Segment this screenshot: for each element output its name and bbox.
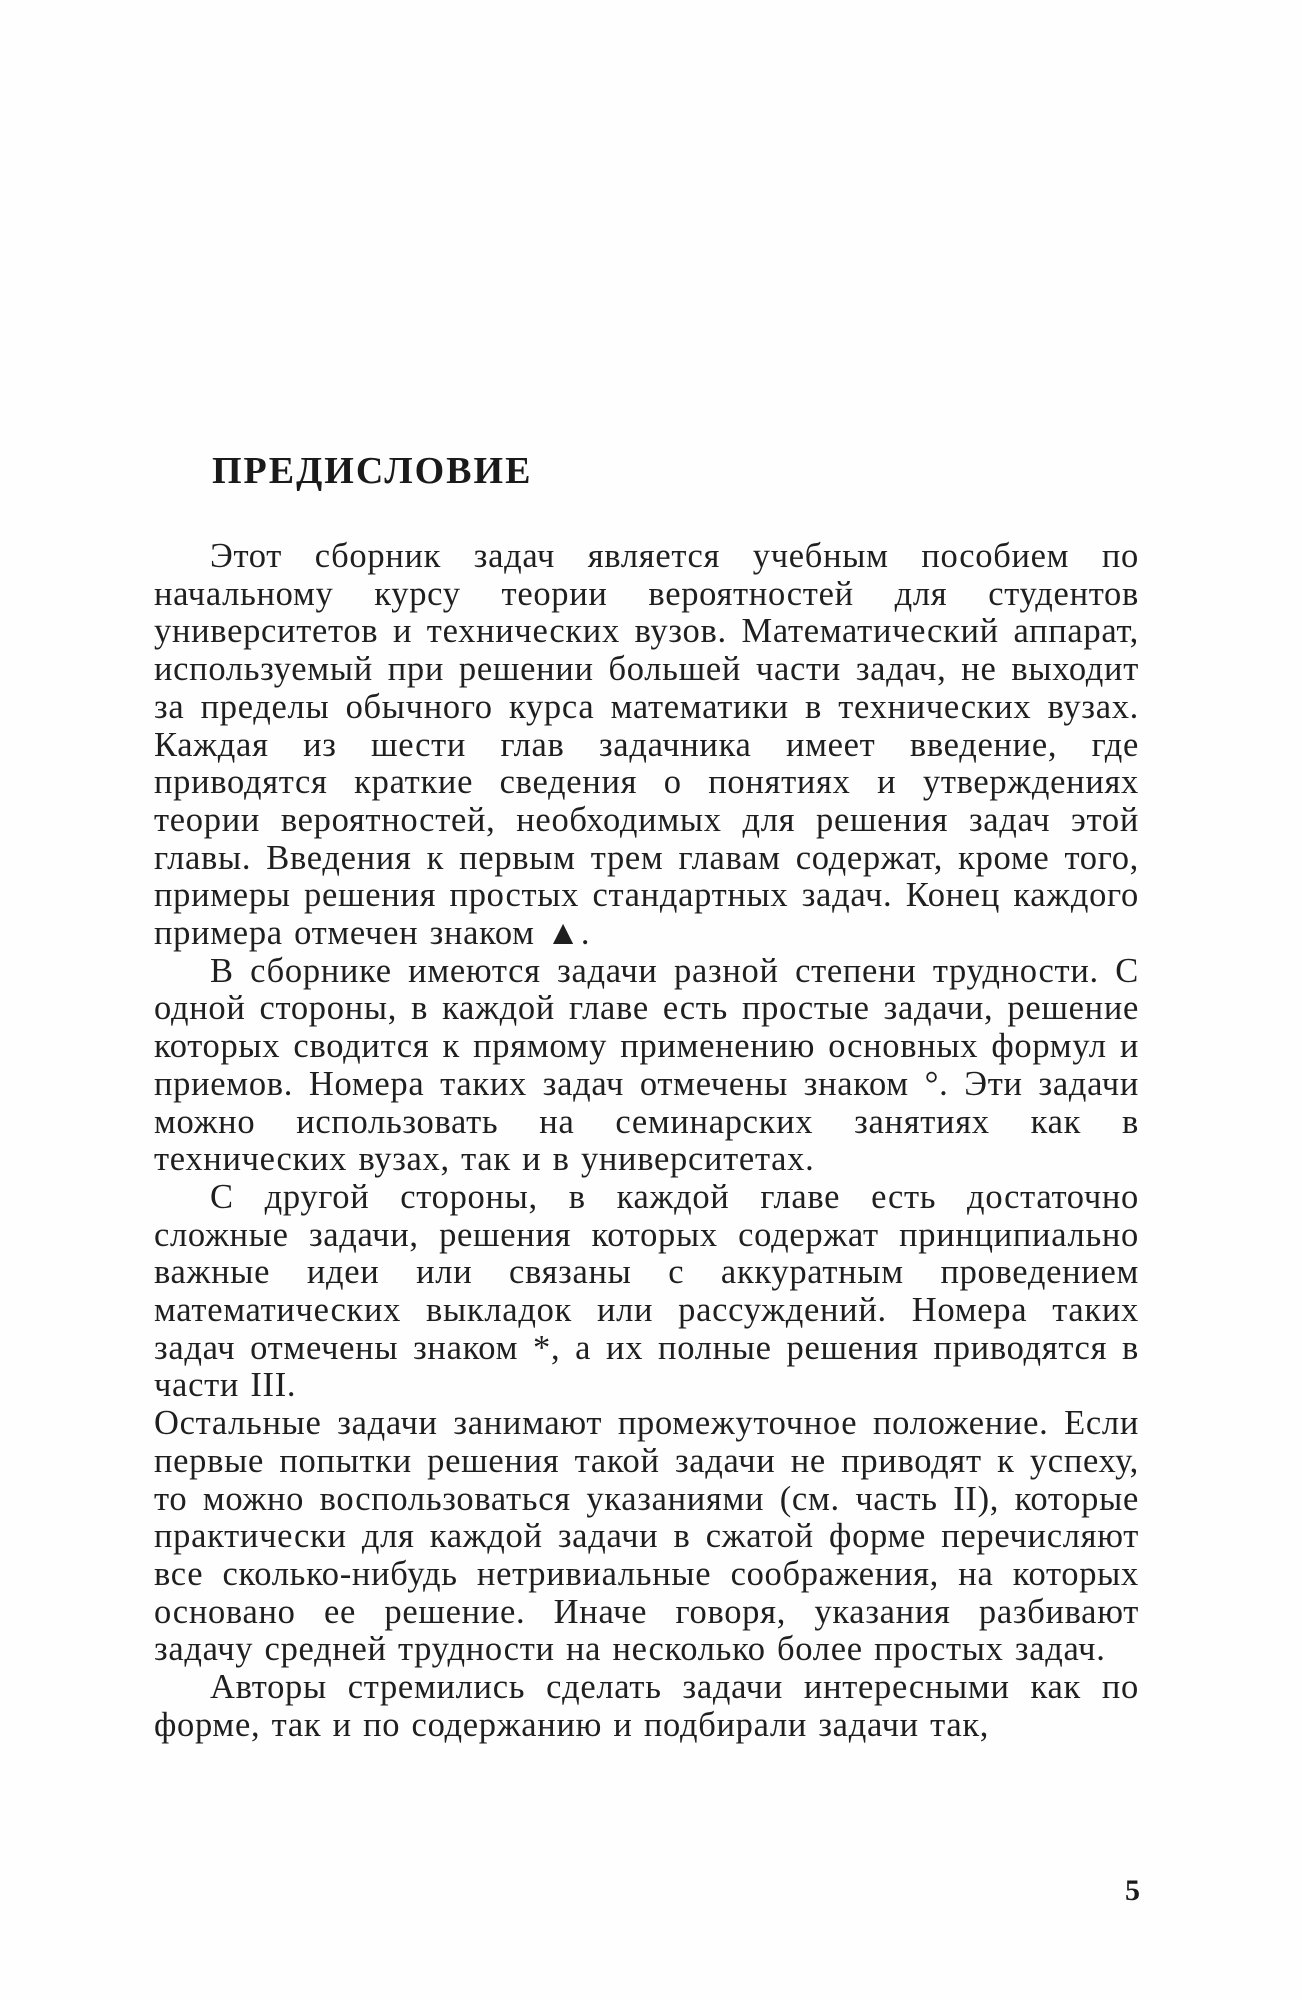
paragraph-intro bbox=[154, 538, 1139, 953]
page-number: 5 bbox=[1125, 1874, 1140, 1907]
paragraph-authors bbox=[154, 1669, 1139, 1744]
paragraph-text: С другой стороны, в каждой главе есть достаточно сложные задачи, решения которых содержат принципиально важные идеи или связаны с аккуратным проведением математических выкладок или рассуждений. Номера таких задач отмечены знаком *, а их полные решения приводятся в части III. bbox=[154, 1177, 1139, 1405]
paragraph-hard-problems bbox=[154, 1179, 1139, 1405]
paragraph-text: Этот сборник задач является учебным пособием по начальному курсу теории вероятностей для студентов университетов и технических вузов. Математический аппарат, используемый при решении большей части задач, не выходит за пределы обычного курса математики в технических вузах. Каждая из шести глав задачника имеет введение, где приводятся краткие сведения о понятиях и утверждениях теории вероятностей, необходимых для решения задач этой главы. Введения к первым трем главам содержат, кроме того, примеры решения простых стандартных задач. Конец каждого примера отмечен знаком ▲. bbox=[154, 537, 1139, 953]
paragraph-text: Остальные задачи занимают промежуточное положение. Если первые попытки решения такой задачи не приводят к успеху, то можно воспользоваться указаниями (см. часть II), которые практически для каждой задачи в сжатой форме перечисляют все сколько-нибудь нетривиальные соображения, на которых основано ее решение. Иначе говоря, указания разбивают задачу средней трудности на несколько более простых задач. bbox=[154, 1404, 1139, 1669]
paragraph-text: Авторы стремились сделать задачи интересными как по форме, так и по содержанию и подбирали задачи так, bbox=[154, 1668, 1139, 1744]
paragraph-other-problems bbox=[154, 1405, 1139, 1669]
paragraph-text: В сборнике имеются задачи разной степени трудности. С одной стороны, в каждой главе есть простые задачи, решение которых сводится к прямому применению основных формул и приемов. Номера таких задач отмечены знаком °. Эти задачи можно использовать на семинарских занятиях как в технических вузах, так и в университетах. bbox=[154, 951, 1139, 1179]
paragraph-difficulty bbox=[154, 953, 1139, 1179]
preface-body bbox=[154, 538, 1139, 1745]
page-title: ПРЕДИСЛОВИЕ bbox=[212, 450, 533, 492]
